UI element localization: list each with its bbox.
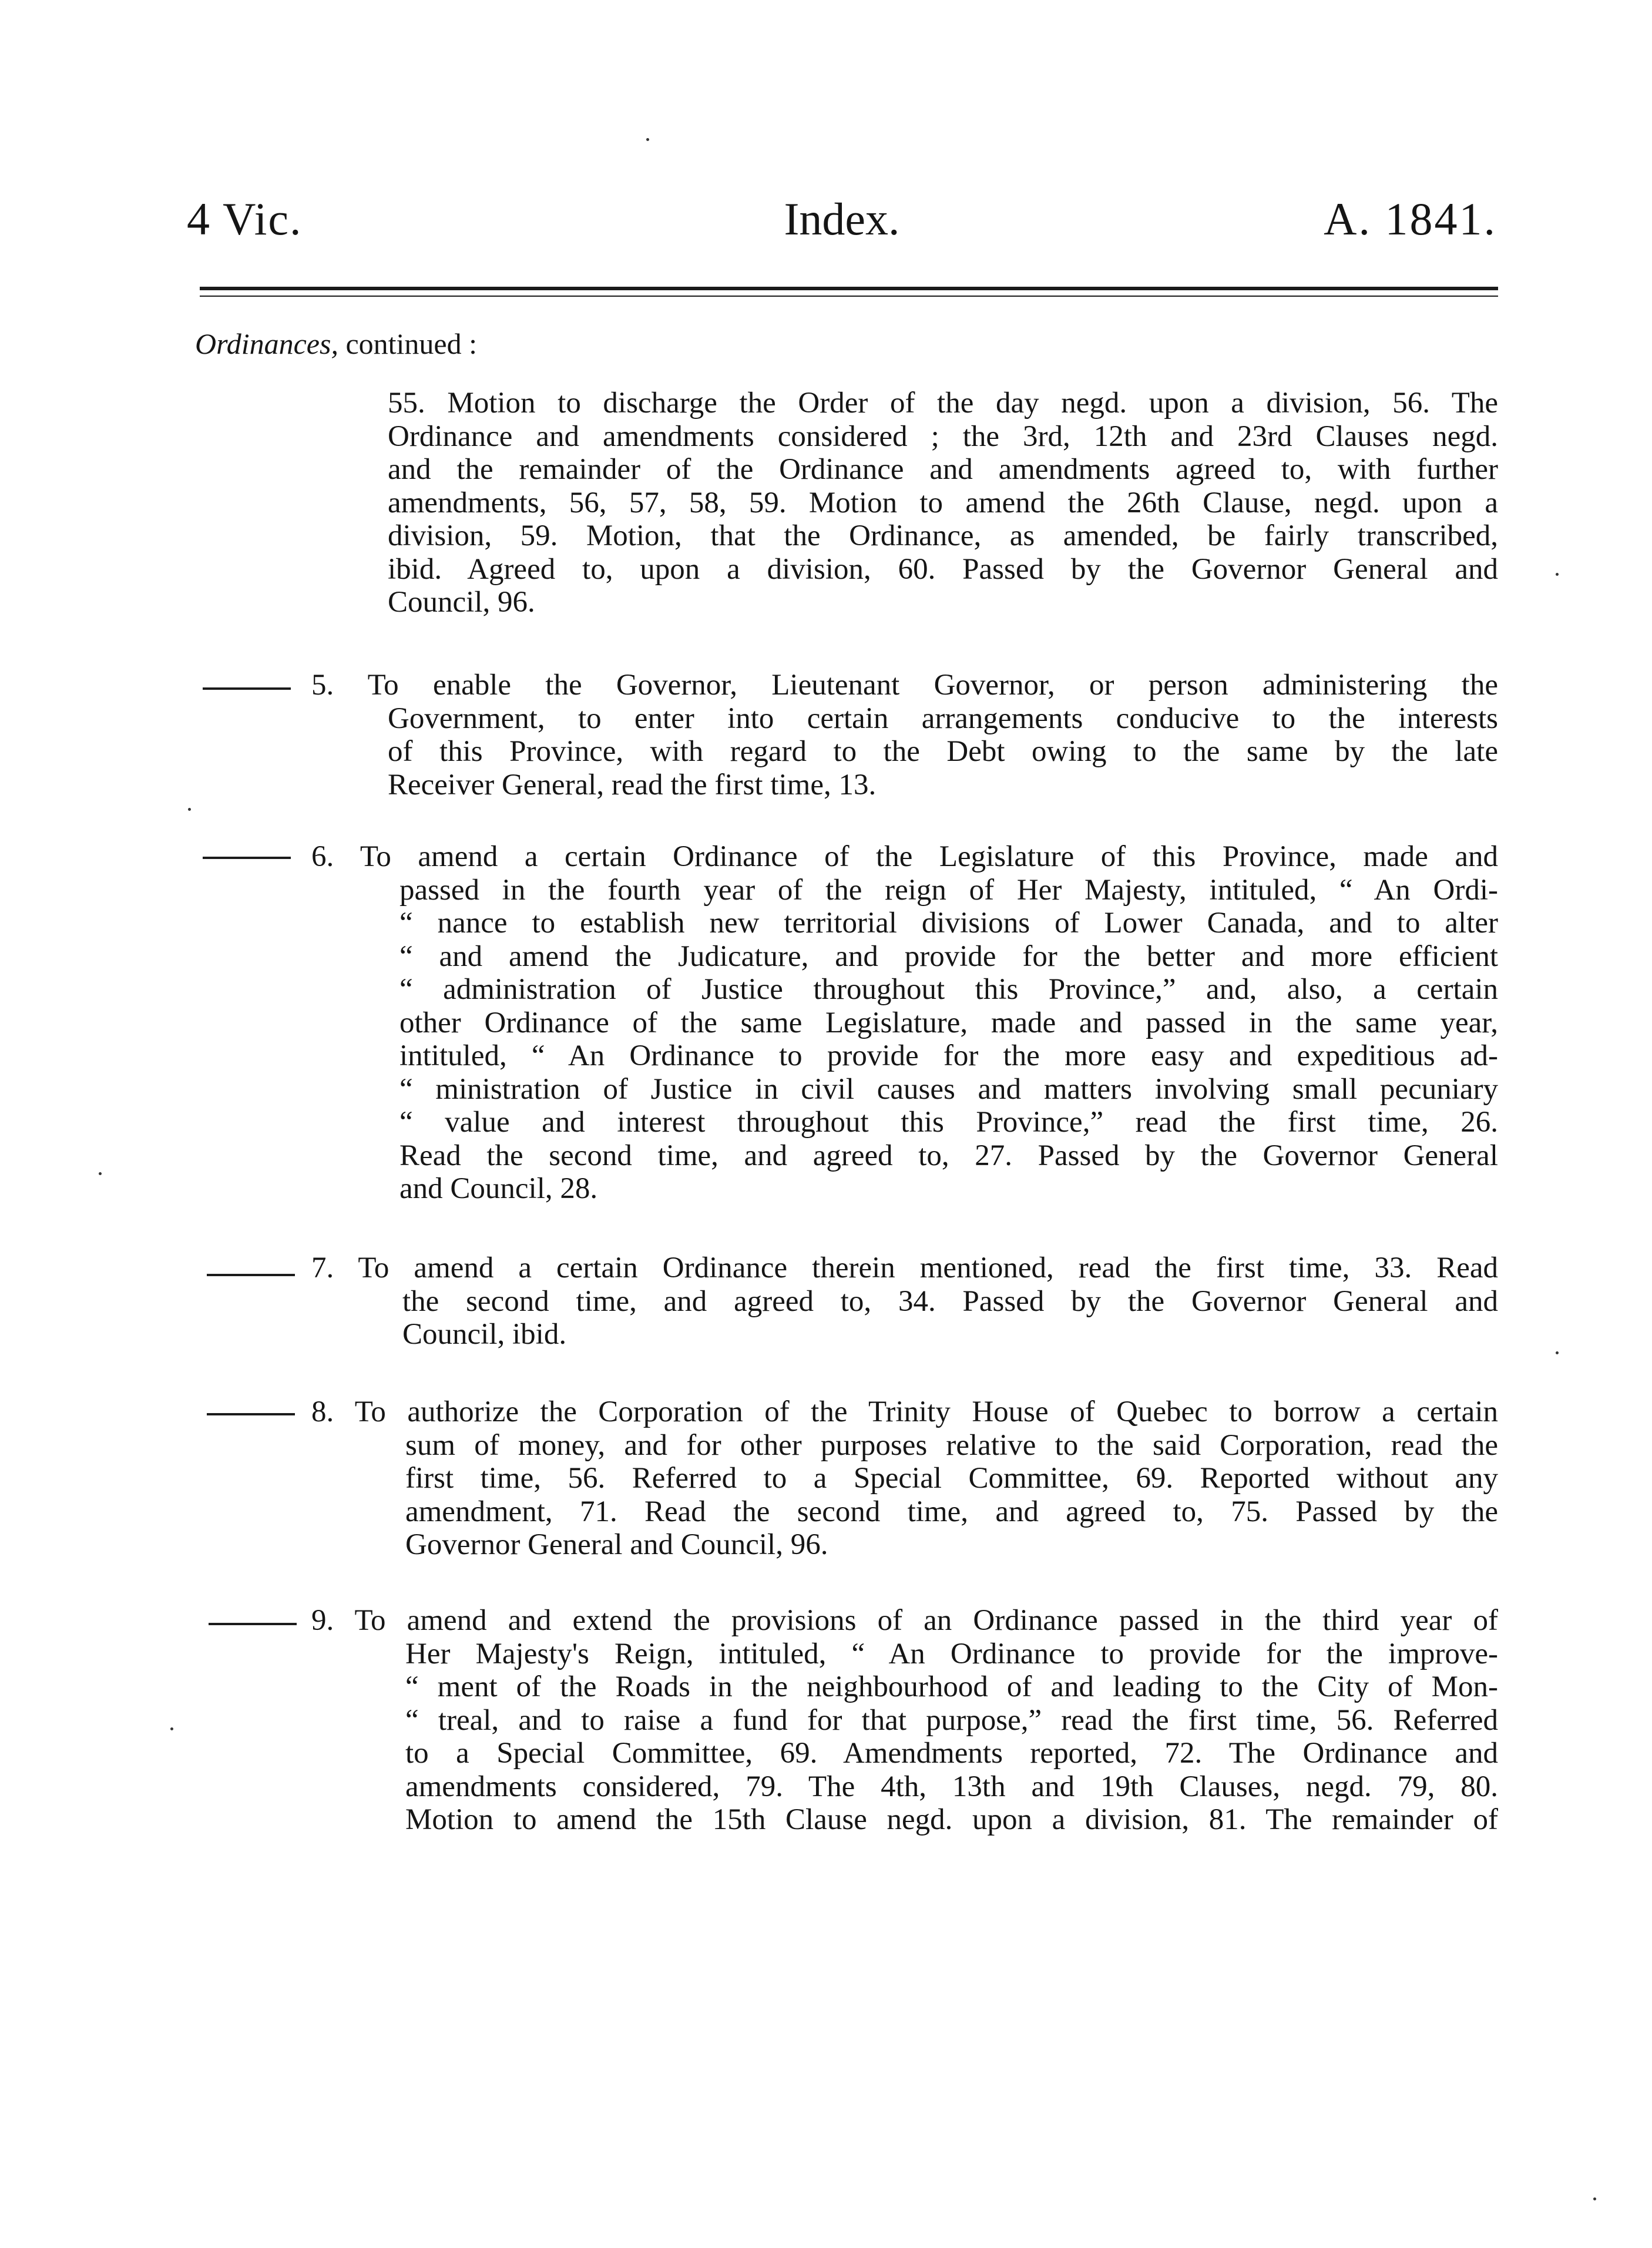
entry-dash (203, 687, 291, 690)
paper-speck (1556, 573, 1559, 576)
paper-speck (1593, 2197, 1596, 2200)
paper-speck (170, 1727, 173, 1730)
header-year: A. 1841. (1324, 193, 1497, 244)
section-heading (195, 317, 477, 370)
entry-line: Government, to enter into certain arrangements conducive to the interests (388, 702, 1498, 735)
index-entry-7 (311, 1252, 1498, 1357)
entry-line: ibid. Agreed to, upon a division, 60. Passed by the Governor General and (388, 552, 1498, 586)
entry-line: amendment, 71. Read the second time, and agreed to, 75. Passed by the (405, 1495, 1498, 1528)
entry-dash (207, 1274, 295, 1276)
index-entry-55 (388, 387, 1498, 633)
entry-line: “ ment of the Roads in the neighbourhood of and leading to the City of Mon- (405, 1670, 1498, 1703)
entry-line: “ administration of Justice throughout this Province,” and, also, a certain (399, 973, 1498, 1006)
entry-line: 55. Motion to discharge the Order of the day negd. upon a division, 56. The (388, 387, 1498, 420)
entry-line: to a Special Committee, 69. Amendments reported, 72. The Ordinance and (405, 1737, 1498, 1770)
entry-line: 9. To amend and extend the provisions of an Ordinance passed in the third year of (311, 1604, 1498, 1637)
paper-speck (1556, 1351, 1559, 1354)
entry-line: Ordinance and amendments considered ; the 3rd, 12th and 23rd Clauses negd. (388, 420, 1498, 453)
index-entry-8 (311, 1395, 1498, 1572)
entry-line: Her Majesty's Reign, intituled, “ An Ordinance to provide for the improve- (405, 1637, 1498, 1670)
entry-line: “ nance to establish new territorial divisions of Lower Canada, and to alter (399, 907, 1498, 940)
entry-line: sum of money, and for other purposes relative to the said Corporation, read the (405, 1428, 1498, 1462)
header-regnal-year: 4 Vic. (187, 193, 303, 244)
header-title: Index. (784, 193, 900, 244)
page-header (187, 187, 1497, 251)
index-entry-9 (311, 1604, 1498, 1851)
index-entry-6 (311, 840, 1498, 1228)
entry-dash (203, 857, 291, 859)
entry-line: Receiver General, read the first time, 13. (388, 768, 877, 801)
paper-speck (99, 1172, 102, 1175)
entry-line: Motion to amend the 15th Clause negd. upon a division, 81. The remainder of (405, 1803, 1498, 1836)
entry-line: Council, 96. (388, 586, 535, 619)
entry-line: division, 59. Motion, that the Ordinance, as amended, be fairly transcribed, (388, 519, 1498, 552)
header-rule-thick (200, 287, 1498, 290)
entry-line: amendments, 56, 57, 58, 59. Motion to amend the 26th Clause, negd. upon a (388, 486, 1498, 519)
header-rule-thin (200, 296, 1498, 297)
entry-line: and Council, 28. (399, 1172, 598, 1205)
entry-line: 6. To amend a certain Ordinance of the Legislature of this Province, made and (311, 840, 1498, 873)
entry-line: 8. To authorize the Corporation of the Trinity House of Quebec to borrow a certain (311, 1395, 1498, 1428)
entry-line: first time, 56. Referred to a Special Committee, 69. Reported without any (405, 1462, 1498, 1495)
entry-line: “ and amend the Judicature, and provide for the better and more efficient (399, 940, 1498, 973)
index-entry-5 (311, 669, 1498, 845)
entry-line: Governor General and Council, 96. (405, 1528, 828, 1561)
entry-dash (207, 1413, 295, 1415)
entry-line: “ value and interest throughout this Province,” read the first time, 26. (399, 1106, 1498, 1139)
paper-speck (188, 808, 191, 811)
entry-line: intituled, “ An Ordinance to provide for the more easy and expeditious ad- (399, 1039, 1498, 1072)
entry-line: other Ordinance of the same Legislature, made and passed in the same year, (399, 1006, 1498, 1039)
entry-line: Council, ibid. (402, 1318, 567, 1351)
section-continued: continued : (338, 327, 478, 360)
paper-speck (646, 138, 649, 141)
entry-line: “ ministration of Justice in civil causes and matters involving small pecuniary (399, 1072, 1498, 1106)
entry-dash (209, 1623, 297, 1625)
entry-line: and the remainder of the Ordinance and amendments agreed to, with further (388, 453, 1498, 486)
entry-line: 5. To enable the Governor, Lieutenant Governor, or person administering the (311, 669, 1498, 702)
entry-line: the second time, and agreed to, 34. Passed by the Governor General and (402, 1284, 1498, 1318)
entry-line: “ treal, and to raise a fund for that purpose,” read the first time, 56. Referred (405, 1703, 1498, 1737)
entry-line: passed in the fourth year of the reign of Her Majesty, intituled, “ An Ordi- (399, 873, 1498, 907)
entry-line: 7. To amend a certain Ordinance therein mentioned, read the first time, 33. Read (311, 1252, 1498, 1284)
section-title: Ordinances, (195, 327, 338, 360)
entry-line: amendments considered, 79. The 4th, 13th and 19th Clauses, negd. 79, 80. (405, 1770, 1498, 1803)
entry-line: Read the second time, and agreed to, 27. Passed by the Governor General (399, 1139, 1498, 1172)
entry-line: of this Province, with regard to the Debt owing to the same by the late (388, 735, 1498, 768)
